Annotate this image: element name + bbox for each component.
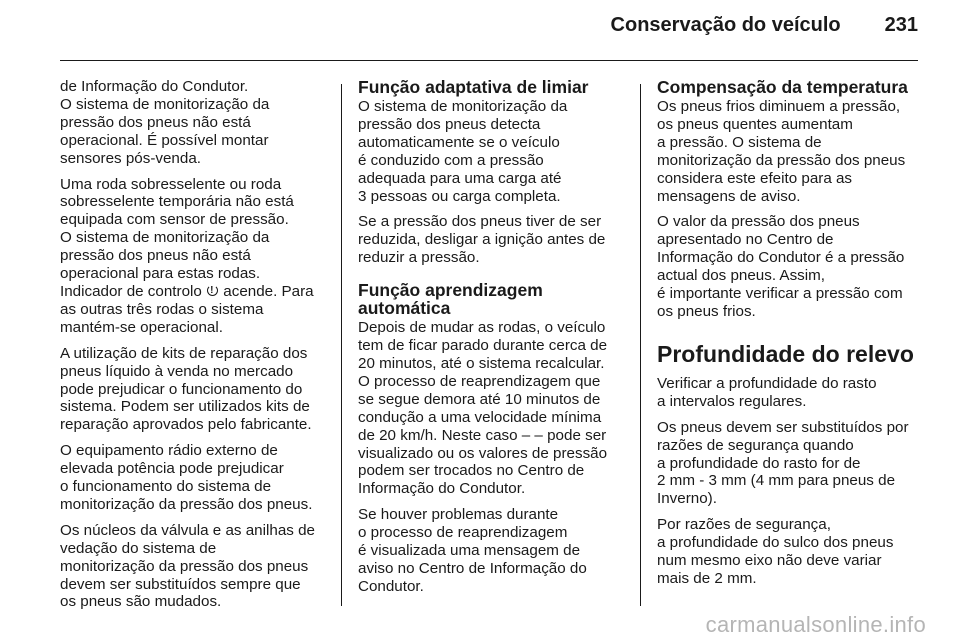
paragraph xyxy=(60,78,326,168)
paragraph xyxy=(358,506,624,596)
text-line: apresentado no Centro de xyxy=(657,231,834,249)
text-line: equipada com sensor de pressão. xyxy=(60,211,289,229)
text-line: os pneus frios. xyxy=(657,302,756,320)
text-line: a profundidade do rasto for de xyxy=(657,454,861,472)
paragraph xyxy=(358,319,624,498)
line-group xyxy=(358,445,624,499)
header-divider xyxy=(60,60,918,61)
text-fragment: Indicador de controlo xyxy=(60,282,207,300)
text-line: a intervalos regulares. xyxy=(657,392,807,410)
text-line: pressão dos pneus não está xyxy=(60,113,251,131)
text-line-with-icon xyxy=(60,283,326,301)
text-line: tem de ficar parado durante cerca de xyxy=(358,337,608,355)
text-line: o processo de reaprendizagem xyxy=(358,524,568,542)
paragraph xyxy=(657,516,923,588)
text-line: 3 pessoas ou carga completa. xyxy=(358,187,561,205)
text-line: Informação do Condutor. xyxy=(358,480,526,498)
page-title: Conservação do veículo xyxy=(610,14,841,36)
text-line: Inverno). xyxy=(657,490,717,508)
text-line: O sistema de monitorização da xyxy=(358,98,568,115)
text-line: condução a uma velocidade mínima xyxy=(358,408,602,426)
line-group xyxy=(60,301,326,337)
paragraph xyxy=(60,345,326,435)
text-line: Os núcleos da válvula e as anilhas de xyxy=(60,521,315,539)
chapter-heading: Profundidade do relevo xyxy=(657,340,914,367)
text-line: 2 mm - 3 mm (4 mm para pneus de xyxy=(657,472,896,490)
text-line: a profundidade do sulco dos pneus xyxy=(657,534,894,552)
paragraph xyxy=(657,213,923,320)
text-line: Se houver problemas durante xyxy=(358,506,559,524)
text-line: operacional. É possível montar xyxy=(60,131,269,149)
paragraph xyxy=(358,213,624,267)
text-line: reduzida, desligar a ignição antes de xyxy=(358,231,606,249)
text-line: O sistema de monitorização da xyxy=(60,95,270,113)
text-line: considera este efeito para as xyxy=(657,169,853,187)
text-line: visualizado ou os valores de pressão xyxy=(358,444,608,462)
text-line: as outras três rodas o sistema xyxy=(60,300,264,318)
column-divider xyxy=(341,84,342,606)
section-heading: Função adaptativa de limiar xyxy=(358,77,589,97)
text-line: reduzir a pressão. xyxy=(358,249,480,267)
text-line: mais de 2 mm. xyxy=(657,569,757,587)
text-line: O sistema de monitorização da xyxy=(60,229,270,247)
column-2 xyxy=(358,78,624,604)
line-group xyxy=(60,176,326,283)
text-line: Se a pressão dos pneus tiver de ser xyxy=(358,213,602,231)
section-heading: Compensação da temperatura xyxy=(657,77,908,97)
text-line: reparação aprovados pelo fabricante. xyxy=(60,416,312,434)
paragraph xyxy=(657,419,923,509)
text-line: podem ser trocados no Centro de xyxy=(358,462,585,480)
paragraph xyxy=(60,522,326,612)
text-line: Verificar a profundidade do rasto xyxy=(657,374,877,392)
watermark: carmanualsonline.info xyxy=(705,612,926,637)
text-line: os pneus quentes aumentam xyxy=(657,115,853,133)
text-line: automaticamente se o veículo xyxy=(358,133,560,151)
text-line: pode prejudicar o funcionamento do xyxy=(60,380,303,398)
text-line: adequada para uma carga até xyxy=(358,169,562,187)
text-line: Por razões de segurança, xyxy=(657,516,831,534)
text-line: monitorização da pressão dos pneus xyxy=(60,557,309,575)
text-line: é conduzido com a pressão xyxy=(358,151,544,169)
text-line: a pressão. O sistema de xyxy=(657,133,822,151)
text-line: se segue demora até 10 minutos de xyxy=(358,390,601,408)
text-line: sistema. Podem ser utilizados kits de xyxy=(60,398,310,416)
text-line: monitorização da pressão dos pneus. xyxy=(60,495,313,513)
text-line: O equipamento rádio externo de xyxy=(60,442,278,460)
text-line: sensores pós-venda. xyxy=(60,149,201,167)
text-line: operacional para estas rodas. xyxy=(60,265,261,283)
text-line: automática xyxy=(358,298,451,319)
text-line: pressão dos pneus não está xyxy=(60,247,251,265)
text-line: 20 minutos, até o sistema recalcular. xyxy=(358,354,605,372)
paragraph xyxy=(60,176,326,337)
text-line: Informação do Condutor é a pressão xyxy=(657,249,905,267)
text-line: Os pneus devem ser substituídos por xyxy=(657,418,909,436)
page-header xyxy=(611,14,918,37)
text-line: razões de segurança quando xyxy=(657,436,854,454)
text-line: Função aprendizagem xyxy=(358,280,543,301)
text-line: Depois de mudar as rodas, o veículo xyxy=(358,319,606,337)
text-line: Uma roda sobresselente ou roda xyxy=(60,175,282,193)
text-line: de Informação do Condutor. xyxy=(60,78,249,95)
text-line: o funcionamento do sistema de xyxy=(60,478,272,496)
paragraph xyxy=(657,375,923,411)
text-line: mensagens de aviso. xyxy=(657,187,801,205)
text-line: num mesmo eixo não deve variar xyxy=(657,552,882,570)
text-line: O valor da pressão dos pneus xyxy=(657,213,860,231)
text-line: elevada potência pode prejudicar xyxy=(60,460,284,478)
paragraph xyxy=(657,98,923,205)
text-line: devem ser substituídos sempre que xyxy=(60,575,301,593)
paragraph xyxy=(60,442,326,514)
text-line: é visualizada uma mensagem de xyxy=(358,542,581,560)
text-line: A utilização de kits de reparação dos xyxy=(60,344,308,362)
line-group xyxy=(358,319,624,426)
text-line: monitorização da pressão dos pneus xyxy=(657,151,906,169)
text-line: pressão dos pneus detecta xyxy=(358,115,541,133)
text-line: sobresselente temporária não está xyxy=(60,193,294,211)
column-3 xyxy=(657,78,923,596)
column-1 xyxy=(60,78,326,619)
section-heading xyxy=(358,281,624,317)
tyre-pressure-warning-icon xyxy=(206,284,219,297)
text-line: de 20 km/h. Neste caso – – pode ser xyxy=(358,426,607,444)
text-line: Condutor. xyxy=(358,577,424,595)
text-line: aviso no Centro de Informação do xyxy=(358,559,587,577)
text-fragment: acende. Para xyxy=(219,282,314,300)
text-line: é importante verificar a pressão com xyxy=(657,285,903,303)
text-line: actual dos pneus. Assim, xyxy=(657,267,825,285)
text-line: Os pneus frios diminuem a pressão, xyxy=(657,98,901,115)
text-line: vedação do sistema de xyxy=(60,539,217,557)
page-number: 231 xyxy=(884,14,918,36)
text-line: mantém-se operacional. xyxy=(60,318,223,336)
column-divider xyxy=(640,84,641,606)
text-line: os pneus são mudados. xyxy=(60,593,222,611)
paragraph xyxy=(358,98,624,205)
text-line: O processo de reaprendizagem que xyxy=(358,372,601,390)
text-line: pneus líquido à venda no mercado xyxy=(60,362,294,380)
